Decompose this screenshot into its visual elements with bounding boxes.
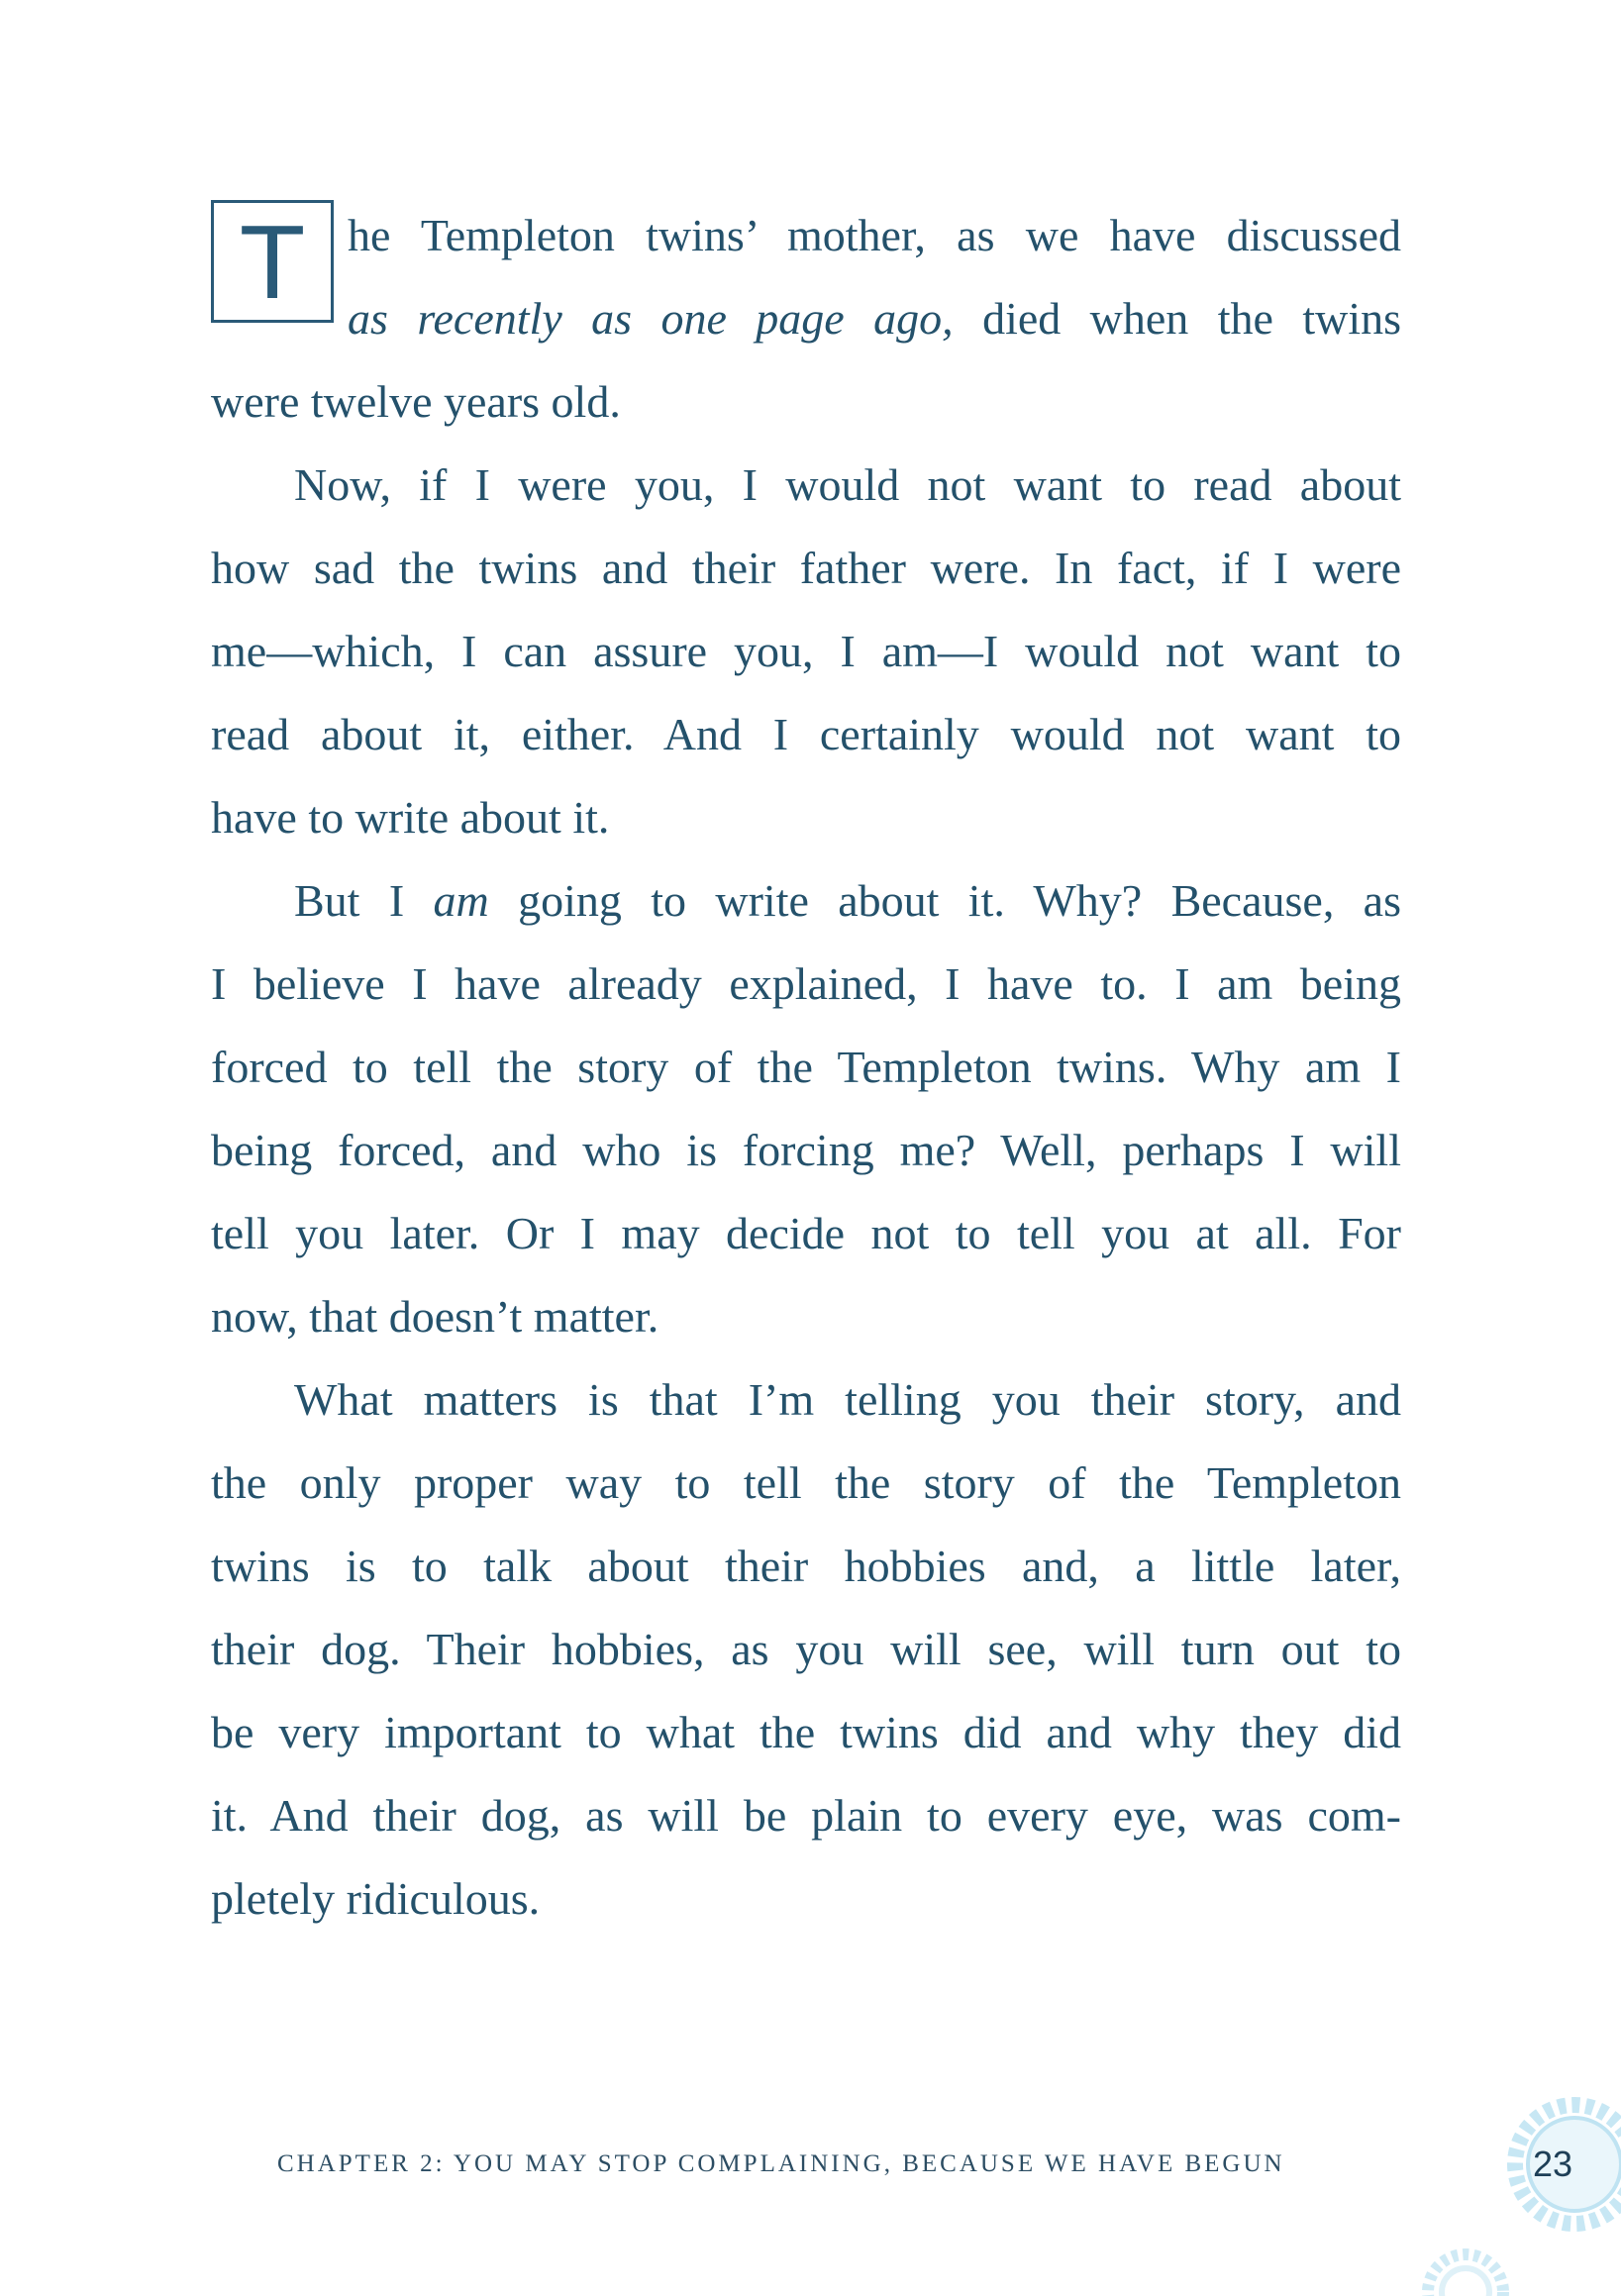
text-line-content: their dog. Their hobbies, as you will see, will turn out to xyxy=(211,1624,1401,1674)
text-line xyxy=(211,610,1401,693)
text-line xyxy=(211,1525,1401,1608)
text-line-content: he Templeton twins’ mother, as we have discussed xyxy=(348,210,1401,260)
text-line xyxy=(211,776,1401,859)
text-line-content: forced to tell the story of the Templeton twins. Why am I xyxy=(211,1042,1401,1092)
drop-cap-letter: T xyxy=(242,206,303,322)
text-line-content: were twelve years old. xyxy=(211,376,621,427)
text-line xyxy=(211,444,1401,527)
italic-phrase: as recently as one page ago, xyxy=(348,293,954,344)
text-line xyxy=(211,859,1401,943)
page-number: 23 xyxy=(1533,2144,1573,2184)
text-line xyxy=(211,1442,1401,1525)
text-line-content: how sad the twins and their father were. In fact, if I were xyxy=(211,543,1401,593)
text-line-content: be very important to what the twins did and why they did xyxy=(211,1707,1401,1757)
text-line-content: now, that doesn’t matter. xyxy=(211,1291,659,1342)
text-line xyxy=(211,527,1401,610)
text-line-content: being forced, and who is forcing me? Well, perhaps I will xyxy=(211,1125,1401,1175)
text-line xyxy=(211,1358,1401,1442)
text-line-prefix: But I xyxy=(294,875,405,926)
text-line xyxy=(211,1774,1401,1857)
text-line-content: What matters is that I’m telling you their story, and xyxy=(294,1374,1401,1425)
italic-word: am xyxy=(433,875,489,926)
text-line xyxy=(211,943,1401,1026)
text-line-content: tell you later. Or I may decide not to tell you at all. For xyxy=(211,1208,1401,1258)
text-line-content: have to write about it. xyxy=(211,792,610,843)
text-line-content: Now, if I were you, I would not want to read about xyxy=(294,459,1401,510)
text-line xyxy=(211,1109,1401,1192)
text-line-content: twins is to talk about their hobbies and, a little later, xyxy=(211,1541,1401,1591)
text-line xyxy=(211,1857,1401,1941)
text-line-content: the only proper way to tell the story of the Templeton xyxy=(211,1457,1401,1508)
text-line xyxy=(211,1691,1401,1774)
text-line xyxy=(211,277,1401,360)
text-line xyxy=(211,1026,1401,1109)
running-head: CHAPTER 2: YOU MAY STOP COMPLAINING, BECAUSE WE HAVE BEGUN xyxy=(277,2150,1285,2177)
text-line-content: going to write about it. Why? Because, as xyxy=(518,875,1402,926)
text-line-content: pletely ridiculous. xyxy=(211,1873,541,1924)
text-line xyxy=(211,194,1401,277)
text-line-content: I believe I have already explained, I have to. I am being xyxy=(211,958,1401,1009)
text-line xyxy=(211,693,1401,776)
text-line xyxy=(211,1608,1401,1691)
text-line-content: it. And their dog, as will be plain to every eye, was com- xyxy=(211,1790,1401,1841)
text-line-content: died when the twins xyxy=(982,293,1402,344)
text-line xyxy=(211,360,1401,444)
text-line xyxy=(211,1192,1401,1275)
text-line xyxy=(211,1275,1401,1358)
text-line-content: me—which, I can assure you, I am—I would not want to xyxy=(211,626,1401,676)
body-text xyxy=(211,194,1401,1941)
text-line-content: read about it, either. And I certainly would not want to xyxy=(211,709,1401,759)
